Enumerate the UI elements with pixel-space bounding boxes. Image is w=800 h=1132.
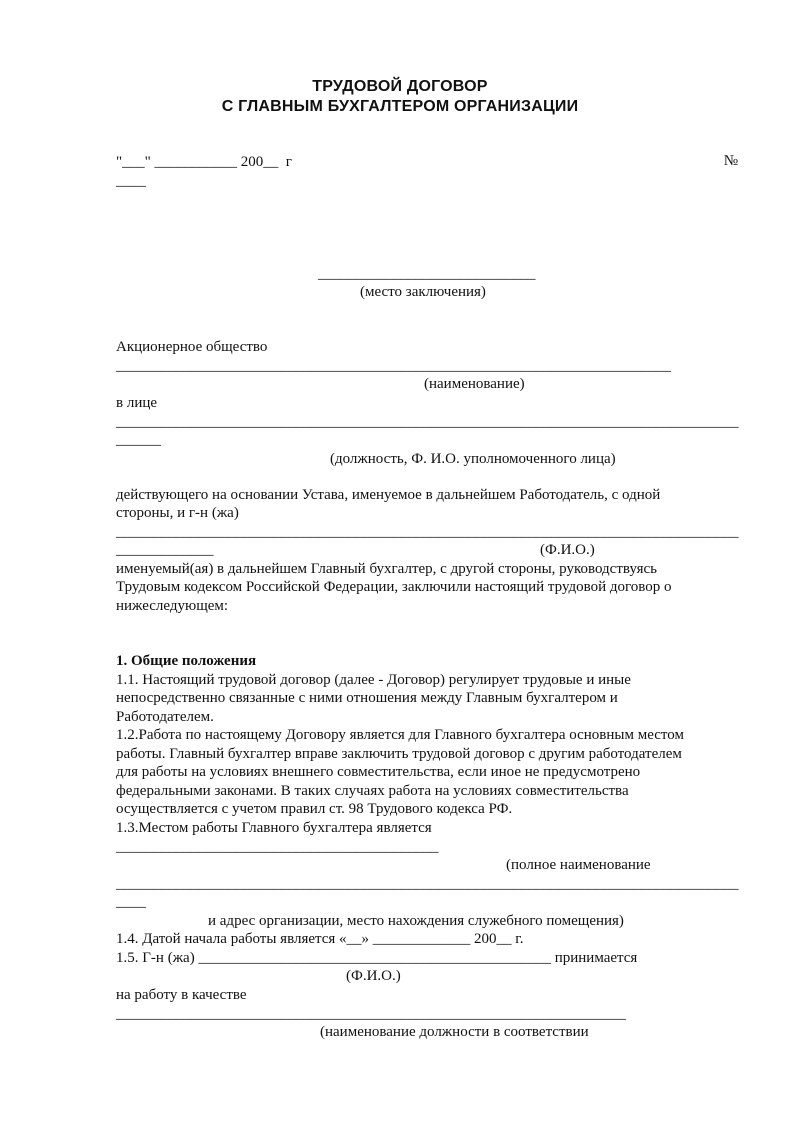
in-person-label: в лице — [116, 395, 158, 411]
p1-2-line-5: осуществляется с учетом правил ст. 98 Трудового кодекса РФ. — [116, 801, 513, 817]
place-caption: (место заключения) — [360, 284, 486, 300]
document-title-line2: С ГЛАВНЫМ БУХГАЛТЕРОМ ОРГАНИЗАЦИИ — [221, 98, 579, 115]
fio-blank-cont: _____________ — [116, 542, 214, 558]
job-blank: ____________________________________________________________________ — [116, 1006, 626, 1022]
acting-line-1: действующего на основании Устава, именуемое в дальнейшем Работодатель, с одной — [116, 487, 661, 503]
p1-5-line: 1.5. Г-н (жа) _______________________________________________ принимается — [116, 950, 638, 966]
p1-5-caption: (Ф.И.О.) — [346, 968, 401, 984]
named-line-1: именуемый(ая) в дальнейшем Главный бухгалтер, с другой стороны, руководствуясь — [116, 561, 657, 577]
p1-2-line-4: федеральными законами. В таких случаях работа на условиях совместительства — [116, 783, 629, 799]
place-blank: _____________________________ — [318, 266, 536, 282]
named-line-2: Трудовым кодексом Российской Федерации, заключили настоящий трудовой договор о — [116, 579, 672, 595]
p1-3-caption-1: (полное наименование — [506, 857, 651, 873]
job-label: на работу в качестве — [116, 987, 247, 1003]
p1-2-line-2: работы. Главный бухгалтер вправе заключить трудовой договор с другим работодателем — [116, 746, 682, 762]
p1-3-blank-2: ___________________________________________________________________________________ — [116, 876, 739, 892]
p1-1-line-2: непосредственно связанные с ними отношения между Главным бухгалтером и — [116, 690, 618, 706]
number-blank: ____ — [116, 173, 146, 189]
in-person-blank: ___________________________________________________________________________________ — [116, 414, 739, 430]
p1-1-line-1: 1.1. Настоящий трудовой договор (далее - Договор) регулирует трудовые и иные — [116, 672, 631, 688]
named-line-3: нижеследующем: — [116, 598, 229, 614]
date-line: "___" ___________ 200__ г — [116, 154, 292, 170]
p1-4-line: 1.4. Датой начала работы является «__» _____________ 200__ г. — [116, 931, 524, 947]
job-caption: (наименование должности в соответствии — [320, 1024, 589, 1040]
company-label: Акционерное общество — [116, 339, 268, 355]
p1-3-caption-2: и адрес организации, место нахождения служебного помещения) — [208, 913, 624, 929]
fio-caption: (Ф.И.О.) — [540, 542, 595, 558]
in-person-blank-cont: ______ — [116, 432, 161, 448]
company-blank: __________________________________________________________________________ — [116, 358, 671, 374]
company-caption: (наименование) — [424, 376, 525, 392]
p1-3-blank-2-cont: ____ — [116, 894, 146, 910]
p1-2-line-3: для работы на условиях внешнего совместительства, если иное не предусмотрено — [116, 764, 641, 780]
fio-blank: ___________________________________________________________________________________ — [116, 524, 739, 540]
p1-3-line-1: 1.3.Местом работы Главного бухгалтера является — [116, 820, 432, 836]
number-sign: № — [723, 153, 738, 169]
p1-2-line-1: 1.2.Работа по настоящему Договору является для Главного бухгалтера основным местом — [116, 727, 684, 743]
acting-line-2: стороны, и г-н (жа) — [116, 505, 239, 521]
position-caption: (должность, Ф. И.О. уполномоченного лица) — [330, 451, 616, 467]
p1-3-blank-1: ___________________________________________ — [116, 839, 439, 855]
document-title-line1: ТРУДОВОЙ ДОГОВОР — [312, 78, 488, 95]
p1-1-line-3: Работодателем. — [116, 709, 214, 725]
section-1-heading: 1. Общие положения — [116, 653, 257, 669]
